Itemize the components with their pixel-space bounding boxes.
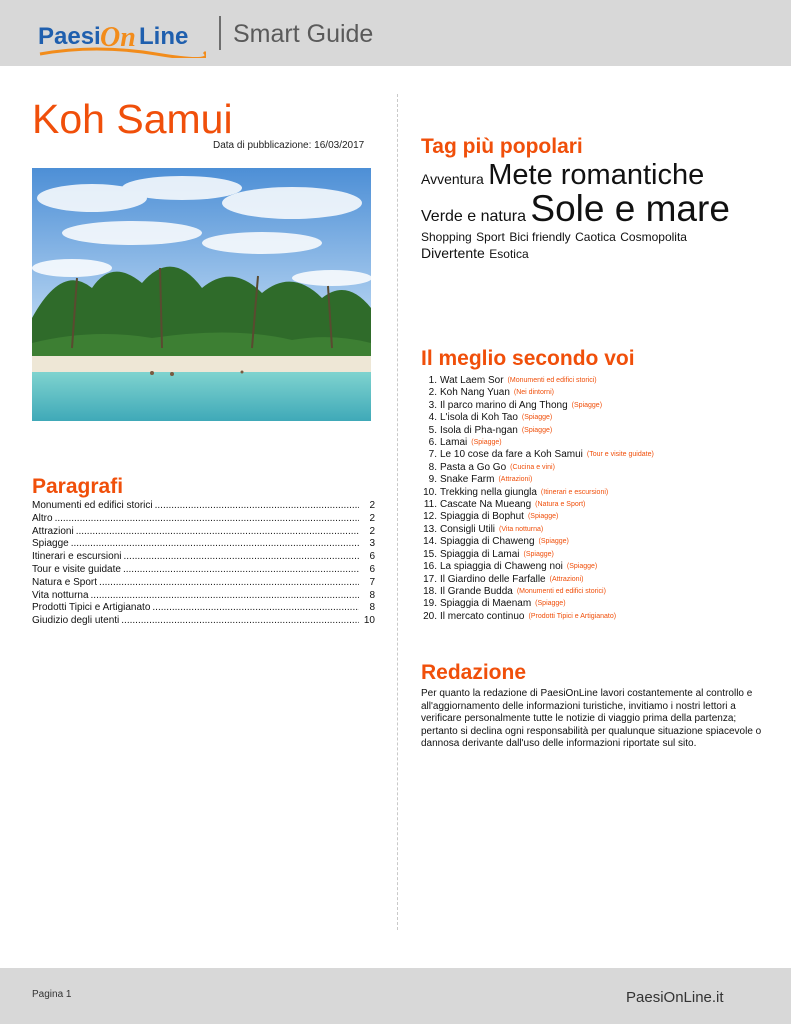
item-category: (Spiagge): [571, 401, 603, 409]
item-name: Snake Farm: [440, 474, 495, 486]
beach-photo: [32, 168, 371, 421]
item-category: (Itinerari e escursioni): [540, 488, 609, 496]
toc-page: 2: [369, 500, 375, 511]
item-number: 1.: [428, 375, 437, 386]
toc-page: 6: [369, 563, 375, 575]
toc-leader: [55, 513, 359, 526]
column-divider: [397, 94, 398, 930]
tag-link[interactable]: Shopping: [421, 230, 472, 245]
item-category: (Attrazioni): [549, 575, 584, 583]
toc-page: 10: [363, 615, 375, 627]
redazione-text: Per quanto la redazione di PaesiOnLine lavori costantemente al controllo e all'aggiornamento delle informazioni turistiche, invitiamo i nostri lettori a verificare personalmente tutte le notizie di viaggio prima della partenza; pertanto si declina ogni responsabilità per qualunque situazione spiacevole o dannosa derivante dall'uso delle informazioni riportate sul sito.: [421, 688, 762, 750]
item-name: Isola di Pha-ngan: [440, 424, 518, 436]
site-link[interactable]: PaesiOnLine.it: [626, 989, 724, 1006]
toc-page: 7: [369, 576, 375, 588]
item-category: (Spiagge): [538, 538, 569, 546]
item-name: Spiaggia di Chaweng: [440, 536, 535, 548]
item-number: 17.: [423, 573, 437, 585]
item-number: 9.: [428, 474, 437, 486]
list-item[interactable]: [421, 375, 771, 387]
item-name: Il Grande Budda: [440, 585, 513, 597]
toc-entry[interactable]: [32, 615, 375, 628]
item-category: (Spiagge): [471, 439, 502, 447]
list-item[interactable]: [421, 561, 771, 573]
list-item[interactable]: [421, 449, 771, 461]
item-name: Spiaggia di Bophut: [440, 511, 524, 523]
tag-link[interactable]: Caotica: [575, 230, 616, 245]
tag-link[interactable]: Mete romantiche: [488, 159, 705, 191]
item-name: Koh Nang Yuan: [440, 387, 510, 399]
list-item[interactable]: [421, 499, 771, 511]
toc-leader: [121, 615, 359, 628]
paesionline-logo: [36, 14, 206, 58]
item-category: (Spiagge): [521, 426, 553, 434]
list-item[interactable]: [421, 511, 771, 523]
tag-link[interactable]: Bici friendly: [509, 230, 571, 245]
toc-page: 6: [369, 551, 375, 563]
item-name: Il Giardino delle Farfalle: [440, 573, 546, 585]
tags-heading: Tag più popolari: [421, 135, 583, 158]
publication-date: Data di pubblicazione: 16/03/2017: [213, 140, 365, 151]
item-name: Trekking nella giungla: [440, 486, 537, 498]
item-name: La spiaggia di Chaweng noi: [440, 561, 563, 573]
item-number: 7.: [428, 449, 437, 461]
item-category: (Vita notturna): [499, 525, 544, 533]
item-number: 12.: [423, 511, 437, 523]
list-item[interactable]: [421, 425, 771, 437]
tag-link[interactable]: Sole e mare: [530, 188, 730, 230]
item-category: (Spiagge): [523, 550, 554, 558]
item-category: (Nei dintorni): [513, 389, 554, 397]
item-name: Cascate Na Mueang: [440, 499, 532, 511]
toc-label: Monumenti ed edifici storici: [32, 500, 153, 511]
item-number: 6.: [428, 437, 437, 449]
best-list: [421, 375, 771, 623]
item-category: (Monumenti ed edifici storici): [516, 587, 606, 595]
toc-leader: [152, 602, 359, 615]
toc-page: 2: [369, 512, 375, 524]
toc-page: 8: [369, 602, 375, 614]
toc-leader: [155, 500, 359, 513]
redazione-heading: Redazione: [421, 661, 527, 684]
item-number: 18.: [423, 585, 437, 597]
item-category: (Attrazioni): [498, 476, 533, 484]
header-separator: [219, 16, 221, 50]
toc-page: 3: [369, 538, 375, 550]
toc-entry[interactable]: [32, 538, 375, 551]
toc-entry[interactable]: [32, 564, 375, 577]
toc-leader: [91, 590, 359, 603]
item-category: (Natura e Sport): [535, 501, 586, 509]
toc-leader: [123, 551, 359, 564]
item-name: Le 10 cose da fare a Koh Samui: [440, 449, 583, 461]
toc-entry[interactable]: [32, 577, 375, 590]
item-number: 4.: [428, 412, 437, 424]
item-number: 8.: [428, 461, 437, 473]
toc-leader: [99, 577, 359, 590]
list-item[interactable]: [421, 598, 771, 610]
item-number: 13.: [423, 523, 437, 535]
list-item[interactable]: [421, 536, 771, 548]
toc-leader: [123, 564, 359, 577]
toc-entry[interactable]: [32, 551, 375, 564]
svg-text:Line: Line: [139, 23, 189, 50]
list-item[interactable]: [421, 437, 771, 449]
toc-entry[interactable]: [32, 500, 375, 513]
item-number: 15.: [423, 548, 437, 560]
list-item[interactable]: [421, 412, 771, 424]
toc-label: Altro: [32, 512, 53, 524]
list-item[interactable]: [421, 586, 771, 598]
toc-entry[interactable]: [32, 590, 375, 603]
item-category: (Monumenti ed edifici storici): [507, 377, 597, 384]
tag-link[interactable]: Esotica: [489, 247, 529, 262]
item-name: Il mercato continuo: [440, 610, 525, 622]
list-item[interactable]: [421, 574, 771, 586]
toc-label: Spiagge: [32, 538, 69, 550]
tag-link[interactable]: Cosmopolita: [620, 230, 687, 245]
item-name: Lamai: [440, 437, 468, 449]
tag-link[interactable]: Verde e natura: [421, 208, 526, 226]
tag-cloud: [421, 160, 751, 263]
item-name: Pasta a Go Go: [440, 461, 507, 473]
item-number: 2.: [428, 387, 437, 399]
item-category: (Spiagge): [527, 513, 559, 521]
item-category: (Spiagge): [566, 563, 598, 571]
toc-label: Tour e visite guidate: [32, 563, 121, 575]
item-number: 5.: [428, 424, 437, 436]
toc-label: Prodotti Tipici e Artigianato: [32, 602, 151, 614]
item-number: 11.: [423, 499, 437, 511]
svg-text:Paesi: Paesi: [38, 23, 101, 50]
item-number: 16.: [423, 561, 437, 573]
toc-label: Vita notturna: [32, 589, 89, 601]
item-category: (Cucina e vini): [510, 463, 555, 471]
list-item[interactable]: [421, 387, 771, 399]
item-number: 3.: [428, 399, 437, 411]
list-item[interactable]: [421, 487, 771, 499]
tag-link[interactable]: Sport: [476, 230, 505, 245]
item-category: (Spiagge): [521, 414, 553, 422]
toc-leader: [71, 538, 359, 551]
item-number: 19.: [423, 598, 437, 610]
header-subtitle: Smart Guide: [233, 20, 374, 48]
tag-link[interactable]: Avventura: [421, 171, 484, 187]
list-item[interactable]: [421, 611, 771, 623]
svg-text:On: On: [100, 22, 136, 53]
toc-entry[interactable]: [32, 513, 375, 526]
toc-label: Itinerari e escursioni: [32, 551, 122, 563]
tag-link[interactable]: Divertente: [421, 245, 485, 262]
list-item[interactable]: [421, 462, 771, 474]
paragrafi-toc: [32, 500, 375, 628]
list-item[interactable]: [421, 524, 771, 536]
item-name: Consigli Utili: [440, 523, 496, 535]
list-item[interactable]: [421, 400, 771, 412]
item-category: (Spiagge): [535, 600, 566, 608]
item-name: Wat Laem Sor: [440, 375, 504, 386]
item-category: (Tour e visite guidate): [586, 451, 654, 459]
item-number: 14.: [423, 536, 437, 548]
list-item[interactable]: [421, 474, 771, 486]
toc-label: Natura e Sport: [32, 576, 98, 588]
toc-page: 2: [369, 525, 375, 537]
item-number: 10.: [423, 486, 437, 498]
item-name: Spiaggia di Maenam: [440, 598, 532, 610]
toc-page: 8: [369, 589, 375, 601]
item-category: (Prodotti Tipici e Artigianato): [528, 612, 617, 620]
item-name: Il parco marino di Ang Thong: [440, 399, 568, 411]
paragrafi-heading: Paragrafi: [32, 475, 124, 498]
page-title: Koh Samui: [32, 96, 233, 142]
item-name: L'isola di Koh Tao: [440, 412, 518, 424]
toc-label: Giudizio degli utenti: [32, 615, 120, 627]
toc-label: Attrazioni: [32, 525, 74, 537]
item-name: Spiaggia di Lamai: [440, 548, 520, 560]
toc-entry[interactable]: [32, 526, 375, 539]
best-heading: Il meglio secondo voi: [421, 347, 635, 370]
item-number: 20.: [423, 610, 437, 622]
page-number: Pagina 1: [32, 989, 72, 1000]
toc-entry[interactable]: [32, 602, 375, 615]
toc-leader: [76, 526, 359, 539]
list-item[interactable]: [421, 549, 771, 561]
